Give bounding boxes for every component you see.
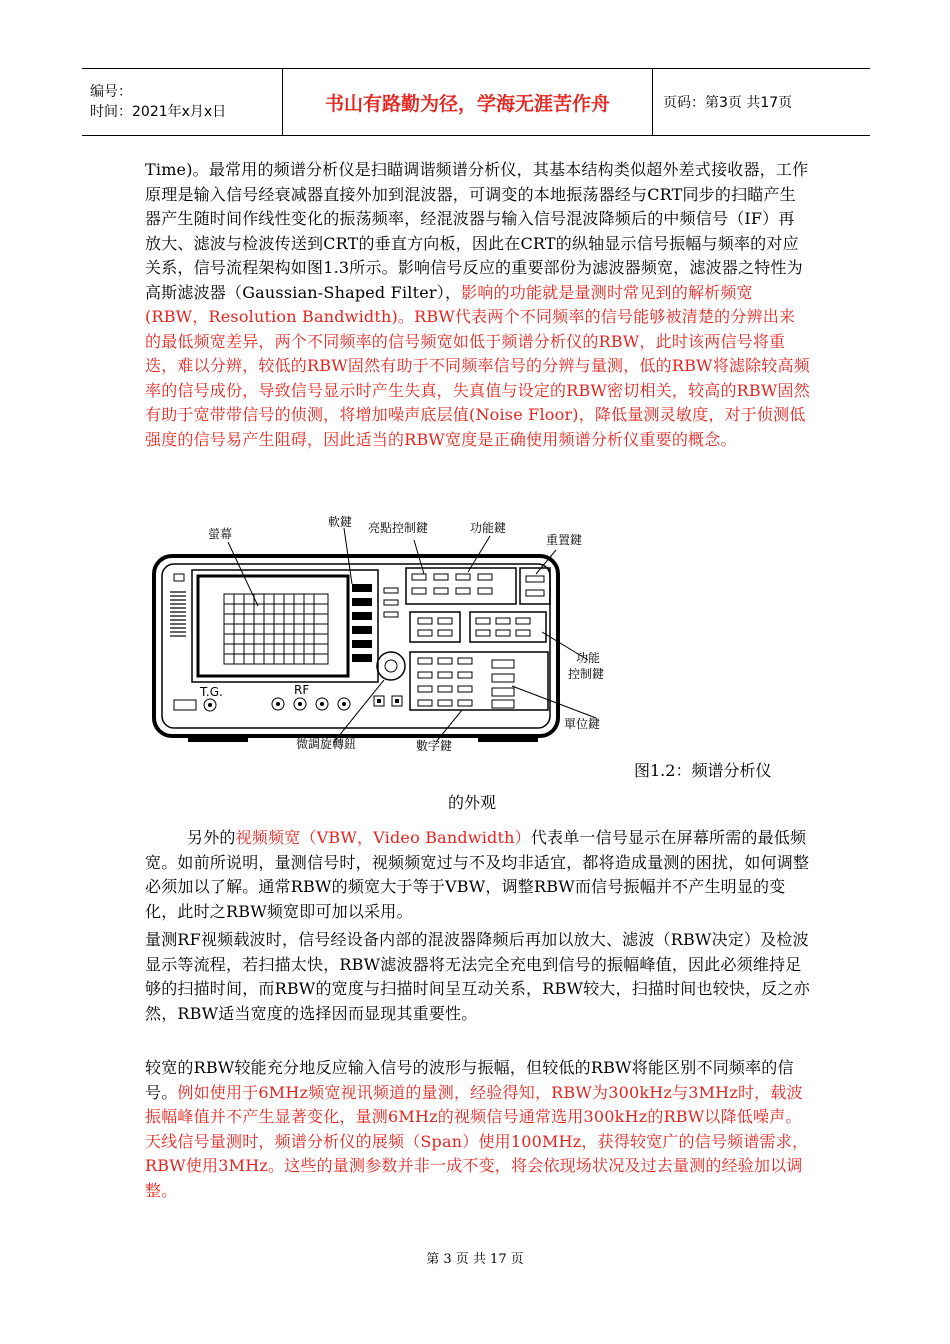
- page-header: [82, 68, 870, 136]
- label-softkey: 軟鍵: [328, 515, 353, 529]
- p4-text: 较宽的RBW较能充分地反应输入信号的波形与振幅，但较低的RBW将能区别不同频率的信号。: [145, 1058, 794, 1102]
- paragraph-rbw-choice: [145, 1056, 810, 1203]
- page-label: 页码：第3页 共17页: [663, 95, 793, 111]
- p4-highlight: 例如使用于6MHz频宽视讯频道的量测，经验得知，RBW为300kHz与3MHz时，载波振幅峰值并不产生显著变化，量测6MHz的视频信号通常选用300kHz的RBW以降低噪声。天线信号量测时，频谱分析仪的展频（Span）使用100MHz，获得较宽广的信号频谱需求，RBW使用3MHz。这些的量测参数并非一成不变，将会依现场状况及过去量测的经验加以调整。: [145, 1082, 809, 1200]
- paragraph-rbw: [145, 158, 810, 452]
- label-func-ctrl-1: 功能: [576, 651, 601, 665]
- label-function: 功能鍵: [470, 521, 507, 535]
- p1-highlight: 影响的功能就是量测时常见到的解析频宽(RBW，Resolution Bandwidth)。RBW代表两个不同频率的信号能够被清楚的分辨出来的最低频宽差异，两个不同频率的信号频宽如低于频谱分析仪的RBW，此时该两信号将重迭，难以分辨，较低的RBW固然有助于不同频率信号的分辨与量测，低的RBW将滤除较高频率的信号成份，导致信号显示时产生失真，失真值与设定的RBW密切相关，较高的RBW固然有助于宽带带信号的侦测，将增加噪声底层值(Noise Floor)，降低量测灵敏度，对于侦测低强度的信号易产生阻碍，因此适当的RBW宽度是正确使用频谱分析仪重要的概念。: [145, 282, 810, 449]
- rf-label: RF: [294, 683, 310, 697]
- label-brightness: 亮點控制鍵: [368, 521, 429, 535]
- code-label: 编号：: [90, 84, 132, 100]
- header-page: [653, 69, 870, 135]
- p1-text: Time)。最常用的频谱分析仪是扫瞄调谐频谱分析仪，其基本结构类似超外差式接收器，工作原理是输入信号经衰减器直接外加到混波器，可调变的本地振荡器经与CRT同步的扫瞄产生器产生随时间作线性变化的振荡频率，经混波器与输入信号混波降频后的中频信号（IF）再放大、滤波与检波传送到CRT的垂直方向板，因此在CRT的纵轴显示信号振幅与频率的对应关系，信号流程架构如图1.3所示。影响信号反应的重要部份为滤波器频宽，滤波器之特性为高斯滤波器（Gaussian-Shaped Filter），: [145, 160, 809, 302]
- figure-caption: 图1.2：频谱分析仪: [634, 761, 772, 780]
- spectrum-analyzer-figure: [148, 514, 628, 764]
- page-footer: 第 3 页 共 17 页: [426, 1252, 524, 1267]
- label-knob: 微調旋轉鈕: [296, 737, 357, 751]
- label-screen: 螢幕: [208, 527, 233, 541]
- header-motto: [283, 69, 653, 135]
- p2-text-b: 代表单一信号显示在屏幕所需的最低频宽。如前所说明，量测信号时，视频频宽过与不及均非适宜，都将造成量测的困扰，如何调整必须加以了解。通常RBW的频宽大于等于VBW，调整RBW而信号振幅并不产生明显的变化，此时之RBW频宽即可加以采用。: [145, 828, 810, 921]
- motto-text: 书山有路勤为径，学海无涯苦作舟: [324, 92, 610, 115]
- paragraph-sweep: 量测RF视频载波时，信号经设备内部的混波器降频后再加以放大、滤波（RBW决定）及检波显示等流程，若扫描太快，RBW滤波器将无法完全充电到信号的振幅峰值，因此必须维持足够的扫描时间，而RBW的宽度与扫描时间呈互动关系，RBW较大，扫描时间也较快，反之亦然，RBW适当宽度的选择因而显现其重要性。: [145, 930, 810, 1023]
- label-numeric: 數字鍵: [416, 739, 453, 753]
- label-unit: 單位鍵: [564, 717, 601, 731]
- label-reset: 重置鍵: [546, 533, 583, 547]
- label-func-ctrl-2: 控制鍵: [568, 667, 605, 681]
- analyzer-diagram: [148, 514, 628, 764]
- header-meta: [82, 69, 283, 135]
- p2-highlight: 视频频宽（VBW，Video Bandwidth）: [235, 828, 531, 847]
- figure-caption-cont: 的外观: [448, 793, 497, 812]
- tg-label: T.G.: [200, 685, 223, 699]
- p2-text-a: 另外的: [187, 828, 236, 847]
- time-label: 时间：2021年x月x日: [90, 104, 227, 120]
- paragraph-vbw: [145, 826, 810, 924]
